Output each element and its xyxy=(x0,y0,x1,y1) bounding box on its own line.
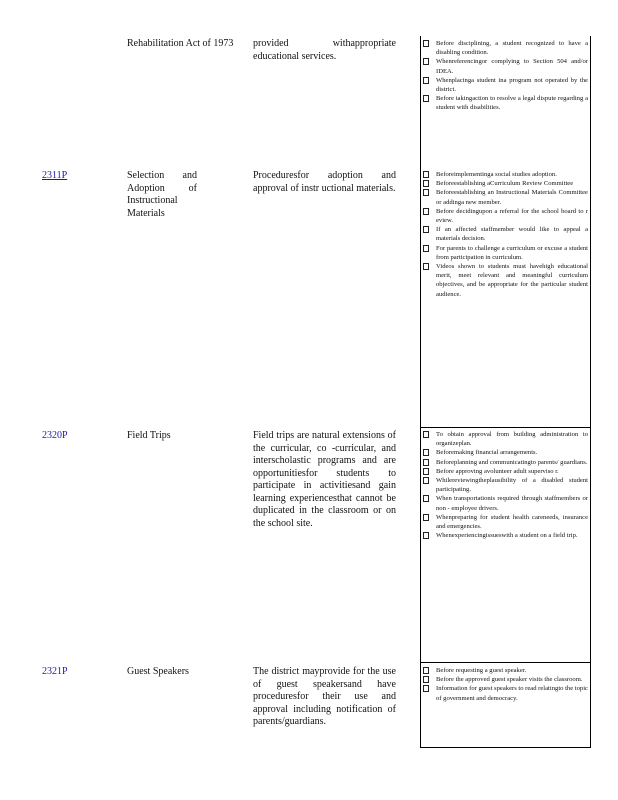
list-item: Whilereviewingtheplausibility of a disabled student participating. xyxy=(422,476,588,494)
list-item: Beforemaking financial arrangements. xyxy=(422,448,588,457)
list-item: Beforeimplementinga social studies adoption. xyxy=(422,170,588,179)
checkbox-bullet-icon xyxy=(423,245,429,252)
policy-title: Selection and Adoption of Instructional Materials xyxy=(127,170,197,219)
checkbox-bullet-icon xyxy=(423,449,429,456)
checkbox-bullet-icon xyxy=(423,532,429,539)
policy-description: Proceduresfor adoption and approval of instr uctional materials. xyxy=(253,170,396,194)
bullet-list xyxy=(422,170,588,299)
policy-title: Field Trips xyxy=(127,430,171,441)
table-right-border xyxy=(590,36,591,748)
list-item: Whenpreparing for student health careneeds, insurance and emergencies. xyxy=(422,513,588,531)
policy-code: 2320P xyxy=(42,430,68,441)
checkbox-bullet-icon xyxy=(423,459,429,466)
bullet-list xyxy=(422,39,588,113)
list-item: Videos shown to students must havehigh educational merit, meet relevant and meaningful curriculum objectives, and be appropriate for the particular student audience. xyxy=(422,262,588,299)
checkbox-bullet-icon xyxy=(423,95,429,102)
list-item: If an affected staffmember would like to appeal a materials decision. xyxy=(422,225,588,243)
bullet-list xyxy=(422,430,588,540)
list-item: Before requesting a guest speaker. xyxy=(422,666,588,675)
checkbox-bullet-icon xyxy=(423,77,429,84)
checkbox-bullet-icon xyxy=(423,40,429,47)
list-item: To obtain approval from building administration to organizeplan. xyxy=(422,430,588,448)
list-item: Beforeplanning and communicatingto parents/ guardians. xyxy=(422,458,588,467)
list-item: Before approving avolunteer adult superviso r. xyxy=(422,467,588,476)
checkbox-bullet-icon xyxy=(423,514,429,521)
checkbox-bullet-icon xyxy=(423,263,429,270)
list-item: For parents to challenge a curriculum or excuse a student from participation in curriculum. xyxy=(422,244,588,262)
checkbox-bullet-icon xyxy=(423,180,429,187)
list-item: Before the approved guest speaker visits the classroom. xyxy=(422,675,588,684)
policy-description: Field trips are natural extensions of the curricular, co -curricular, and interscholastic programs and are opportunitiesfor students to participate in activitiesand gain learning experiencesthat cannot be duplicated in the classroom or on the school site. xyxy=(253,430,396,529)
checkbox-bullet-icon xyxy=(423,676,429,683)
list-item: Whenexperiencingissueswith a student on a field trip. xyxy=(422,531,588,540)
checkbox-bullet-icon xyxy=(423,226,429,233)
policy-description: The district mayprovide for the use of guest speakersand have proceduresfor their use and approval including notification of parents/guardians. xyxy=(253,666,396,727)
list-item: Before takingaction to resolve a legal dispute regarding a student with disabilities. xyxy=(422,94,588,112)
policy-title: Rehabilitation Act of 1973 xyxy=(127,38,234,49)
list-item: Whenplacinga student ina program not operated by the district. xyxy=(422,76,588,94)
checkbox-bullet-icon xyxy=(423,477,429,484)
checkbox-bullet-icon xyxy=(423,667,429,674)
column-divider xyxy=(420,36,421,748)
list-item: Information for guest speakers to read relatingto the topic of government and democracy. xyxy=(422,684,588,702)
list-item: Before decidingupon a referral for the school board to r eview. xyxy=(422,207,588,225)
table-bottom-border xyxy=(420,747,590,748)
checkbox-bullet-icon xyxy=(423,208,429,215)
checkbox-bullet-icon xyxy=(423,189,429,196)
checkbox-bullet-icon xyxy=(423,171,429,178)
checkbox-bullet-icon xyxy=(423,431,429,438)
checkbox-bullet-icon xyxy=(423,58,429,65)
list-item: When transportationis required through staffmembers or non - employee drivers. xyxy=(422,494,588,512)
checkbox-bullet-icon xyxy=(423,495,429,502)
list-item: Beforeestablishing aCurriculum Review Committee xyxy=(422,179,588,188)
policy-description: provided withappropriate educational services. xyxy=(253,38,396,62)
policy-code: 2321P xyxy=(42,666,68,677)
bullet-list xyxy=(422,666,588,703)
list-item: Before disciplining, a student recognized to have a disabling condition. xyxy=(422,39,588,57)
checkbox-bullet-icon xyxy=(423,685,429,692)
row-separator xyxy=(420,662,590,663)
policy-title: Guest Speakers xyxy=(127,666,189,677)
row-separator xyxy=(420,427,590,428)
list-item: Whenreferencingor complying to Section 504 and/or IDEA. xyxy=(422,57,588,75)
checkbox-bullet-icon xyxy=(423,468,429,475)
policy-code-link[interactable]: 2311P xyxy=(42,170,68,181)
list-item: Beforeestablishing an Instructional Materials Committee or addinga new member. xyxy=(422,188,588,206)
